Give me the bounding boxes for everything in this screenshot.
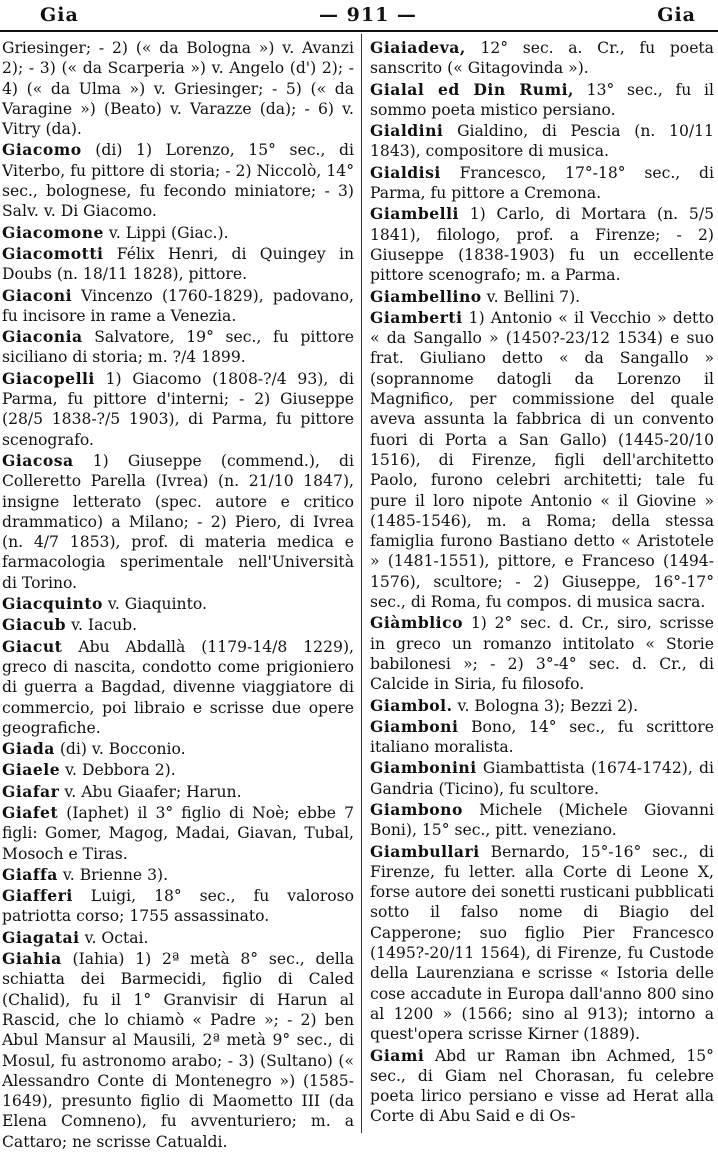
- entry-text: Abu Abdallà (1179-14/8 1229), greco di nascita, condotto come prigioniero di guerra a Bagdad, divenne viaggiatore di commercio, poi libraio e scrisse due opere geografiche.: [2, 637, 354, 737]
- entry-headword: Giambonini: [370, 758, 477, 778]
- entry-headword: Giaconi: [2, 285, 73, 305]
- dictionary-entry: [370, 121, 714, 162]
- entry-text: v. Bellini 7).: [486, 287, 581, 306]
- entry-text: v. Brienne 3).: [62, 865, 169, 884]
- entry-text: Luigi, 18° sec., fu valoroso patriotta corso; 1755 assassinato.: [2, 887, 354, 926]
- entry-text: 1) Carlo, di Mortara (n. 5/5 1841), filologo, prof. a Firenze; - 2) Giuseppe (1838-1903) fu un eccellente pittore scenografo; m. a Parma.: [370, 205, 714, 285]
- entry-headword: Giambelli: [370, 204, 459, 224]
- entry-text: Giambattista (1674-1742), di Gandria (Ticino), fu scultore.: [370, 759, 714, 798]
- entry-text: 13° sec., fu il sommo poeta mistico persiano.: [370, 80, 714, 119]
- dictionary-entry: [2, 739, 354, 759]
- entry-text: 12° sec. a. Cr., fu poeta sanscrito (« Gitagovinda »).: [370, 39, 714, 78]
- entry-text: 1) Giacomo (1808-?/4 93), di Parma, fu pittore d'interni; - 2) Giuseppe (28/5 1838-?/5 1903), di Parma, fu pittore scenografo.: [2, 369, 355, 449]
- dictionary-entry: [2, 594, 354, 614]
- entry-headword: Giacomo: [2, 140, 82, 160]
- left-column: [2, 38, 355, 1151]
- page-number: — 911 —: [319, 4, 417, 26]
- entry-headword: Giàmblico: [370, 613, 463, 633]
- entry-headword: Giambol.: [370, 695, 453, 715]
- entry-headword: Gialdisi: [370, 162, 441, 182]
- dictionary-entry: [370, 308, 714, 612]
- entry-headword: Giambullari: [370, 841, 480, 861]
- dictionary-entry: [370, 758, 714, 799]
- entry-text: v. Abu Giaafer; Harun.: [64, 782, 242, 801]
- entry-text: 1) 2° sec. d. Cr., siro, scrisse in greco un romanzo intitolato « Storie babilonesi »; - 2) 3°-4° sec. d. Cr., di Calcide in Siria, fu filosofo.: [370, 614, 714, 694]
- dictionary-entry: [2, 782, 354, 802]
- entry-headword: Giacomone: [2, 222, 104, 242]
- dictionary-entry: [2, 38, 354, 139]
- dictionary-entry: [370, 800, 714, 841]
- entry-text: (Iahia) 1) 2ª metà 8° sec., della schiatta dei Barmecidi, figlio di Caled (Chalid), fu il 1° Granvisir di Harun al Rascid, che lo chiamò « Padre »; - 2) ben Abul Mansur al Mausili, 2ª metà 9° sec., di Mosul, fu astronomo arabo; - 3) (Sultano) (« Alessandro Conte di Montenegro ») (1585-1649), presunto figlio di Maometto III (da Elena Comneno), fu avventuriero; m. a Cattaro; ne scrisse Catualdi.: [2, 950, 354, 1151]
- dictionary-entry: [2, 327, 354, 368]
- entry-headword: Giafet: [2, 802, 59, 822]
- entry-text: 1) Giuseppe (commend.), di Colleretto Parella (Ivrea) (n. 21/10 1847), insigne letterato (spec. autore e critico drammatico) a Milano; - 2) Piero, di Ivrea (n. 4/7 1853), prof. di materia medica e farmacologia sperimentale nell'Università di Torino.: [2, 451, 354, 592]
- dictionary-entry: [370, 38, 714, 79]
- entry-text: Abd ur Raman ibn Achmed, 15° sec., di Giam nel Chorasan, fu celebre poeta lirico persiano e visse ad Herat alla Corte di Abu Said e di Os-: [370, 1046, 714, 1126]
- entry-headword: Giamboni: [370, 716, 459, 736]
- dictionary-entry: [2, 949, 354, 1152]
- header-left-guide-word: Gia: [40, 4, 79, 26]
- entry-text: Michele (Michele Giovanni Boni), 15° sec., pitt. veneziano.: [370, 800, 714, 840]
- dictionary-entry: [2, 803, 354, 864]
- dictionary-entry: [2, 286, 354, 327]
- dictionary-entry: [370, 80, 714, 121]
- column-divider: [361, 34, 362, 1133]
- dictionary-entry: [2, 760, 354, 780]
- page-header: [40, 2, 696, 28]
- entry-headword: Giacomotti: [2, 243, 104, 263]
- dictionary-entry: [2, 369, 354, 450]
- entry-text: (di) v. Bocconio.: [59, 740, 186, 759]
- entry-headword: Giafar: [2, 781, 60, 801]
- dictionary-entry: [370, 613, 714, 694]
- dictionary-entry: [2, 637, 354, 738]
- entry-headword: Giacub: [2, 615, 67, 635]
- dictionary-entry: [370, 1046, 714, 1127]
- entry-headword: Giacut: [2, 636, 63, 656]
- dictionary-entry: [2, 615, 354, 635]
- entry-headword: Giami: [370, 1045, 425, 1065]
- entry-headword: Giahia: [2, 949, 62, 969]
- entry-text: Bono, 14° sec., fu scrittore italiano moralista.: [370, 717, 714, 757]
- right-column: [370, 38, 714, 1131]
- entry-headword: Giaffa: [2, 864, 58, 884]
- dictionary-entry: [370, 287, 714, 307]
- entry-text: Vincenzo (1760-1829), padovano, fu incisore in rame a Venezia.: [2, 286, 354, 325]
- entry-headword: Giaele: [2, 760, 61, 780]
- entry-text: v. Giaquinto.: [107, 595, 207, 614]
- entry-headword: Giagatai: [2, 927, 80, 947]
- entry-headword: Giacquinto: [2, 594, 103, 614]
- entry-headword: Giada: [2, 739, 55, 759]
- dictionary-entry: [2, 865, 354, 885]
- dictionary-entry: [370, 842, 714, 1045]
- entry-text: 1) Antonio « il Vecchio » detto « da Sangallo » (1450?-23/12 1534) e suo frat. Giuliano detto « da Sangallo » (soprannome datogli da Lorenzo il Magnifico, per commissione del quale aveva assunta la fabbrica di un convento fuori di Porta a San Gallo) (1445-20/10 1516), di Firenze, figli dell'architetto Paolo, furono celebri architetti; tale fu pure il loro nipote Antonio « il Giovine » (1485-1546), m. a Roma; della stessa famiglia furono Bastiano detto « Aristotele » (1481-1551), pittore, e Franceso (1494-1576), scultore; - 2) Giuseppe, 16°-17° sec., di Roma, fu compos. di musica sacra.: [370, 308, 714, 612]
- entry-headword: Giaconia: [2, 327, 83, 347]
- entry-headword: Giaiadeva,: [370, 38, 466, 57]
- entry-headword: Gialdini: [370, 121, 444, 141]
- entry-text: Gialdino, di Pescia (n. 10/11 1843), compositore di musica.: [370, 122, 714, 161]
- dictionary-entry: [2, 244, 354, 285]
- entry-headword: Gialal ed Din Rumi,: [370, 79, 574, 99]
- entry-text: (Iaphet) il 3° figlio di Noè; ebbe 7 figli: Gomer, Magog, Madai, Giavan, Tubal, Mosoch e Tiras.: [2, 803, 354, 863]
- entry-headword: Giambellino: [370, 286, 482, 306]
- entry-text: v. Octai.: [84, 928, 149, 947]
- entry-headword: Giafferi: [2, 886, 73, 906]
- entry-text: v. Debbora 2).: [65, 761, 176, 780]
- header-right-guide-word: Gia: [657, 4, 696, 26]
- dictionary-entry: [370, 163, 714, 204]
- dictionary-entry: [2, 928, 354, 948]
- entry-headword: Giacopelli: [2, 368, 95, 388]
- entry-text: Bernardo, 15°-16° sec., di Firenze, fu letter. alla Corte di Leone X, forse autore dei sonetti rusticani pubblicati sotto il falso nome di Biagio del Capperone; suo figlio Pier Francesco (1495?-20/11 1564), di Firenze, fu Custode della Laurenziana e scrisse « Istoria delle cose accadute in Europa dall'anno 800 sino al 1200 » (1566; sino al 913); intorno a quest'opera scrisse Kirner (1889).: [370, 842, 714, 1044]
- dictionary-entry: [2, 223, 354, 243]
- dictionary-entry: [2, 140, 354, 221]
- dictionary-entry: [370, 717, 714, 758]
- entry-text: v. Iacub.: [71, 616, 138, 635]
- dictionary-entry: [370, 696, 714, 716]
- entry-text: v. Lippi (Giac.).: [108, 223, 229, 242]
- dictionary-entry: [2, 451, 354, 593]
- entry-text: Griesinger; - 2) (« da Bologna ») v. Avanzi 2); - 3) (« da Scarperia ») v. Angelo (d') 2); - 4) (« da Ulma ») v. Griesinger; - 5) (« da Varagine ») (Beato) v. Varazze (da); - 6) v. Vitry (da).: [2, 39, 354, 139]
- entry-text: (di) 1) Lorenzo, 15° sec., di Viterbo, fu pittore di storia; - 2) Niccolò, 14° sec., bolognese, fu fecondo miniatore; - 3) Salv. v. Di Giacomo.: [2, 141, 354, 221]
- entry-text: Salvatore, 19° sec., fu pittore siciliano di storia; m. ?/4 1899.: [2, 328, 354, 367]
- entry-text: Félix Henri, di Quingey in Doubs (n. 18/11 1828), pittore.: [2, 244, 354, 284]
- dictionary-entry: [370, 204, 714, 285]
- dictionary-entry: [2, 886, 354, 927]
- entry-headword: Giacosa: [2, 450, 74, 470]
- entry-headword: Giamberti: [370, 307, 463, 327]
- entry-text: Francesco, 17°-18° sec., di Parma, fu pittore a Cremona.: [370, 163, 714, 203]
- entry-headword: Giambono: [370, 799, 463, 819]
- entry-text: v. Bologna 3); Bezzi 2).: [457, 696, 639, 715]
- header-rule: [0, 30, 718, 32]
